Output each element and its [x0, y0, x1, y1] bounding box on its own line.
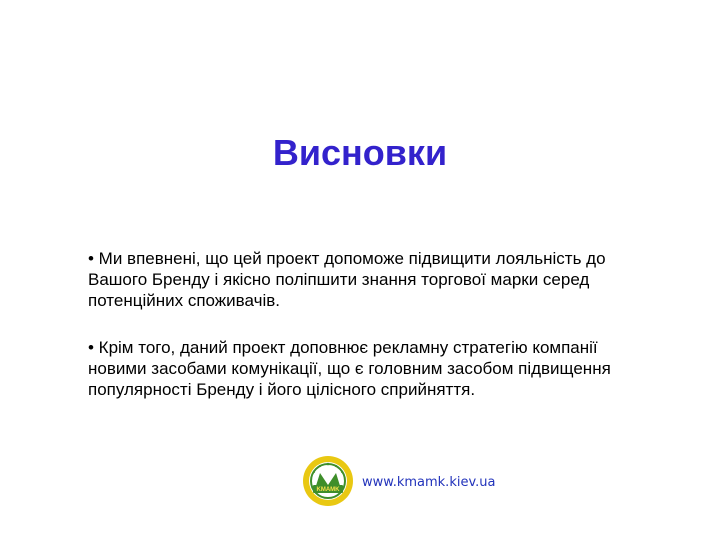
slide-title: Висновки	[272, 132, 448, 173]
logo-inner-disc	[309, 462, 347, 500]
kmamk-logo-icon	[302, 455, 354, 507]
footer	[302, 453, 495, 509]
bullet-item-1: • Ми впевнені, що цей проект допоможе підвищити лояльність до Вашого Бренду і якісно поліпшити знання торгової марки серед потенційних споживачів.	[88, 249, 606, 310]
bullet-item-2: • Крім того, даний проект доповнює рекламну стратегію компанії новими засобами комунікації, що є головним засобом підвищення популярності Бренду і його цілісного сприйняття.	[88, 338, 611, 399]
website-url: www.kmamk.kiev.ua	[362, 474, 496, 490]
logo-text: KMAMK	[316, 487, 340, 494]
bullet-list	[88, 248, 648, 426]
